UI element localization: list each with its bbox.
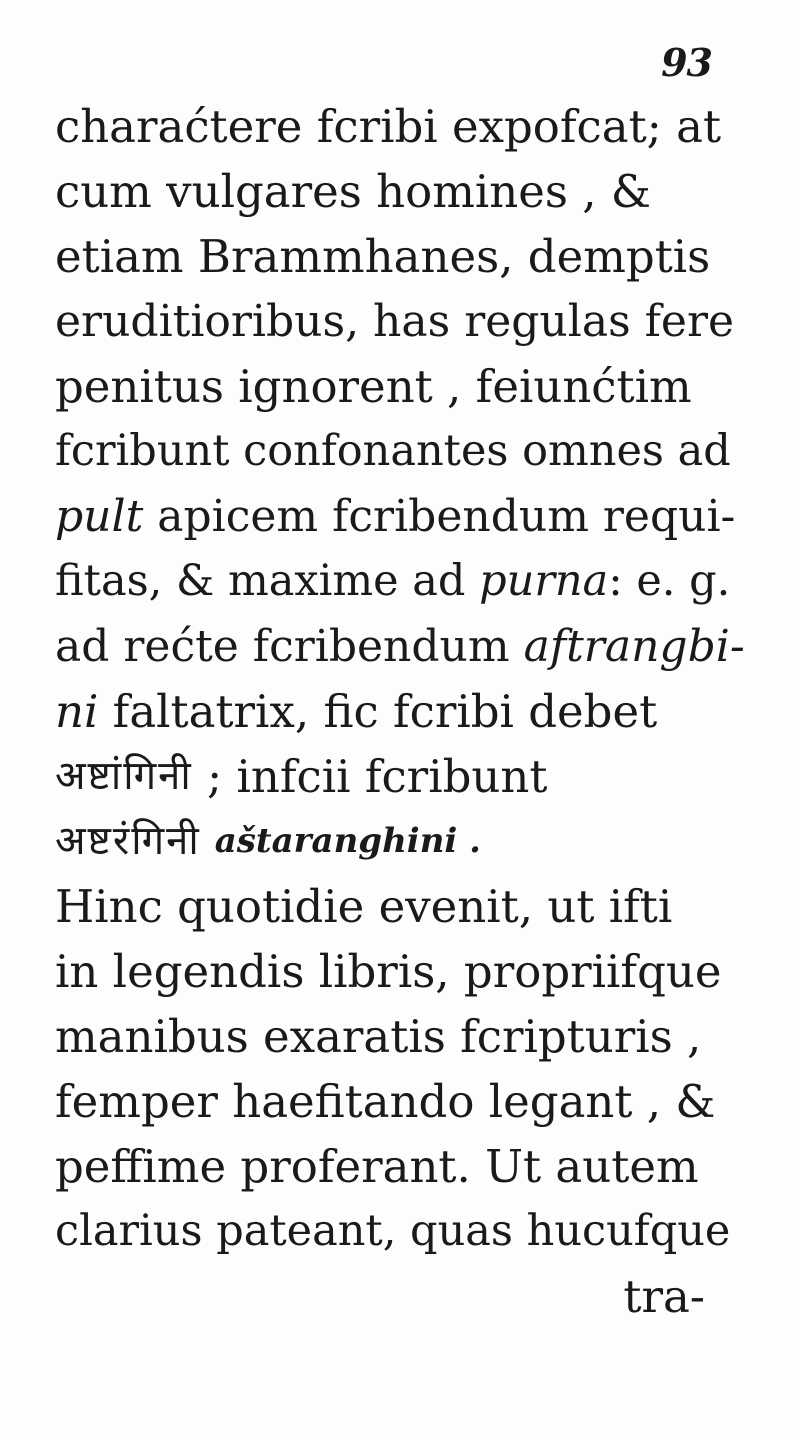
text-line-9: [55, 614, 745, 679]
text-line-7: [55, 484, 745, 549]
text-line-6: [55, 419, 745, 484]
devanagari-word: अष्टांगिनी: [55, 753, 193, 799]
page-number: 93: [661, 40, 712, 85]
line-text: peffime proferant. Ut autem: [55, 1140, 699, 1193]
text-line-12: [55, 809, 745, 874]
body-text: [55, 94, 745, 1329]
italic-word: ni: [55, 685, 99, 738]
text-line-5: [55, 354, 745, 419]
line-text: faltatrix, fic fcribi debet: [98, 685, 658, 738]
text-line-18: [55, 1199, 745, 1264]
line-text: fcribunt confonantes omnes ad: [55, 426, 731, 476]
text-line-3: [55, 224, 745, 289]
text-line-17: [55, 1134, 745, 1199]
line-text: : e. g.: [608, 556, 731, 606]
line-text: ad rećte fcribendum: [55, 621, 524, 672]
line-text: cum vulgares homines , &: [55, 165, 651, 218]
line-text: manibus exaratis fcripturis ,: [55, 1010, 702, 1063]
line-text: clarius pateant, quas hucufque: [55, 1206, 731, 1256]
line-text: charaćtere fcribi expofcat; at: [55, 100, 722, 153]
catchword-line: [55, 1264, 745, 1329]
catchword: tra-: [623, 1270, 705, 1323]
text-line-10: [55, 679, 745, 744]
text-line-8: [55, 549, 745, 614]
line-text: apicem fcribendum requi-: [143, 491, 736, 542]
line-text: Hinc quotidie evenit, ut ifti: [55, 880, 673, 933]
line-text: in legendis libris, propriifque: [55, 945, 722, 998]
line-text: eruditioribus, has regulas fere: [55, 296, 735, 347]
line-text: ; infcii fcribunt: [192, 750, 548, 803]
line-text: penitus ignorent , feiunćtim: [55, 360, 692, 413]
italic-word: purna: [479, 556, 609, 606]
italic-word: aftrangbi-: [523, 621, 745, 672]
text-line-16: [55, 1069, 745, 1134]
transliteration: aštaranghini .: [214, 821, 482, 861]
line-text: etiam Brammhanes, demptis: [55, 230, 711, 283]
devanagari-word: अष्टरंगिनी: [55, 818, 201, 864]
text-line-14: [55, 939, 745, 1004]
line-text: femper haefitando legant , &: [55, 1075, 716, 1128]
text-line-2: [55, 159, 745, 224]
text-line-15: [55, 1004, 745, 1069]
italic-word: pult: [55, 491, 144, 542]
text-line-11: [55, 744, 745, 809]
text-line-1: [55, 94, 745, 159]
text-line-13: [55, 874, 745, 939]
text-line-4: [55, 289, 745, 354]
line-text: fitas, & maxime ad: [55, 556, 480, 606]
